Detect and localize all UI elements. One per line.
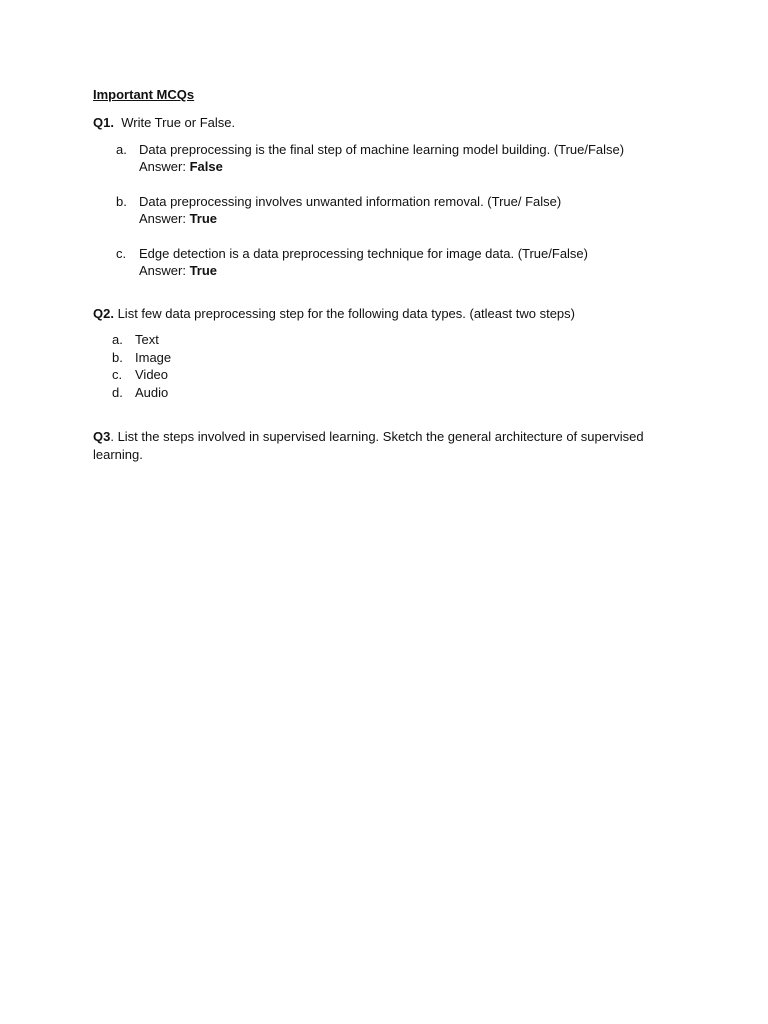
data-type-text: Video: [135, 367, 169, 382]
list-marker: a.: [112, 332, 123, 347]
q1-text: Write True or False.: [121, 115, 236, 130]
q3-label: Q3: [93, 429, 111, 444]
list-marker: a.: [116, 142, 127, 157]
list-marker: d.: [112, 384, 123, 400]
question-1: [93, 114, 673, 279]
list-marker: c.: [116, 246, 127, 261]
answer-value: True: [189, 211, 218, 226]
answer-value: False: [189, 159, 223, 174]
q1-statement: Data preprocessing is the final step of machine learning model building. (True/False): [139, 142, 625, 157]
list-item: [93, 331, 673, 349]
q1-answer: [139, 262, 673, 279]
list-marker: c.: [112, 367, 123, 382]
q2-label: Q2.: [93, 306, 114, 321]
q3-prompt: [93, 428, 673, 464]
q1-statement: Data preprocessing involves unwanted information removal. (True/ False): [139, 194, 562, 209]
list-marker: b.: [112, 349, 123, 365]
list-item: [93, 366, 673, 384]
answer-value: True: [189, 263, 218, 278]
q2-data-type-list: [93, 331, 673, 401]
q1-prompt: [93, 114, 673, 131]
q1-item-a: [93, 141, 673, 175]
q1-answer: [139, 210, 673, 227]
answer-label: Answer:: [139, 211, 190, 226]
document-page: [93, 86, 673, 464]
page-heading: Important MCQs: [93, 87, 195, 102]
data-type-text: Audio: [135, 384, 169, 400]
q1-answer: [139, 158, 673, 175]
q2-prompt: [93, 305, 673, 322]
q1-item-b: [93, 193, 673, 227]
q1-statement: Edge detection is a data preprocessing technique for image data. (True/False): [139, 246, 588, 261]
q3-text: . List the steps involved in supervised learning. Sketch the general architecture of supervised learning.: [93, 429, 644, 462]
list-item: [93, 349, 673, 367]
q1-item-c: [93, 245, 673, 279]
q2-text: List few data preprocessing step for the following data types. (atleast two steps): [113, 306, 575, 321]
q1-statement-list: [93, 141, 673, 279]
answer-label: Answer:: [139, 263, 190, 278]
q1-label: Q1.: [93, 115, 114, 130]
data-type-text: Image: [135, 349, 172, 365]
answer-label: Answer:: [139, 159, 190, 174]
list-marker: b.: [116, 194, 127, 209]
question-3: [93, 428, 673, 464]
data-type-text: Text: [135, 332, 159, 347]
question-2: [93, 305, 673, 401]
list-item: [93, 384, 673, 402]
